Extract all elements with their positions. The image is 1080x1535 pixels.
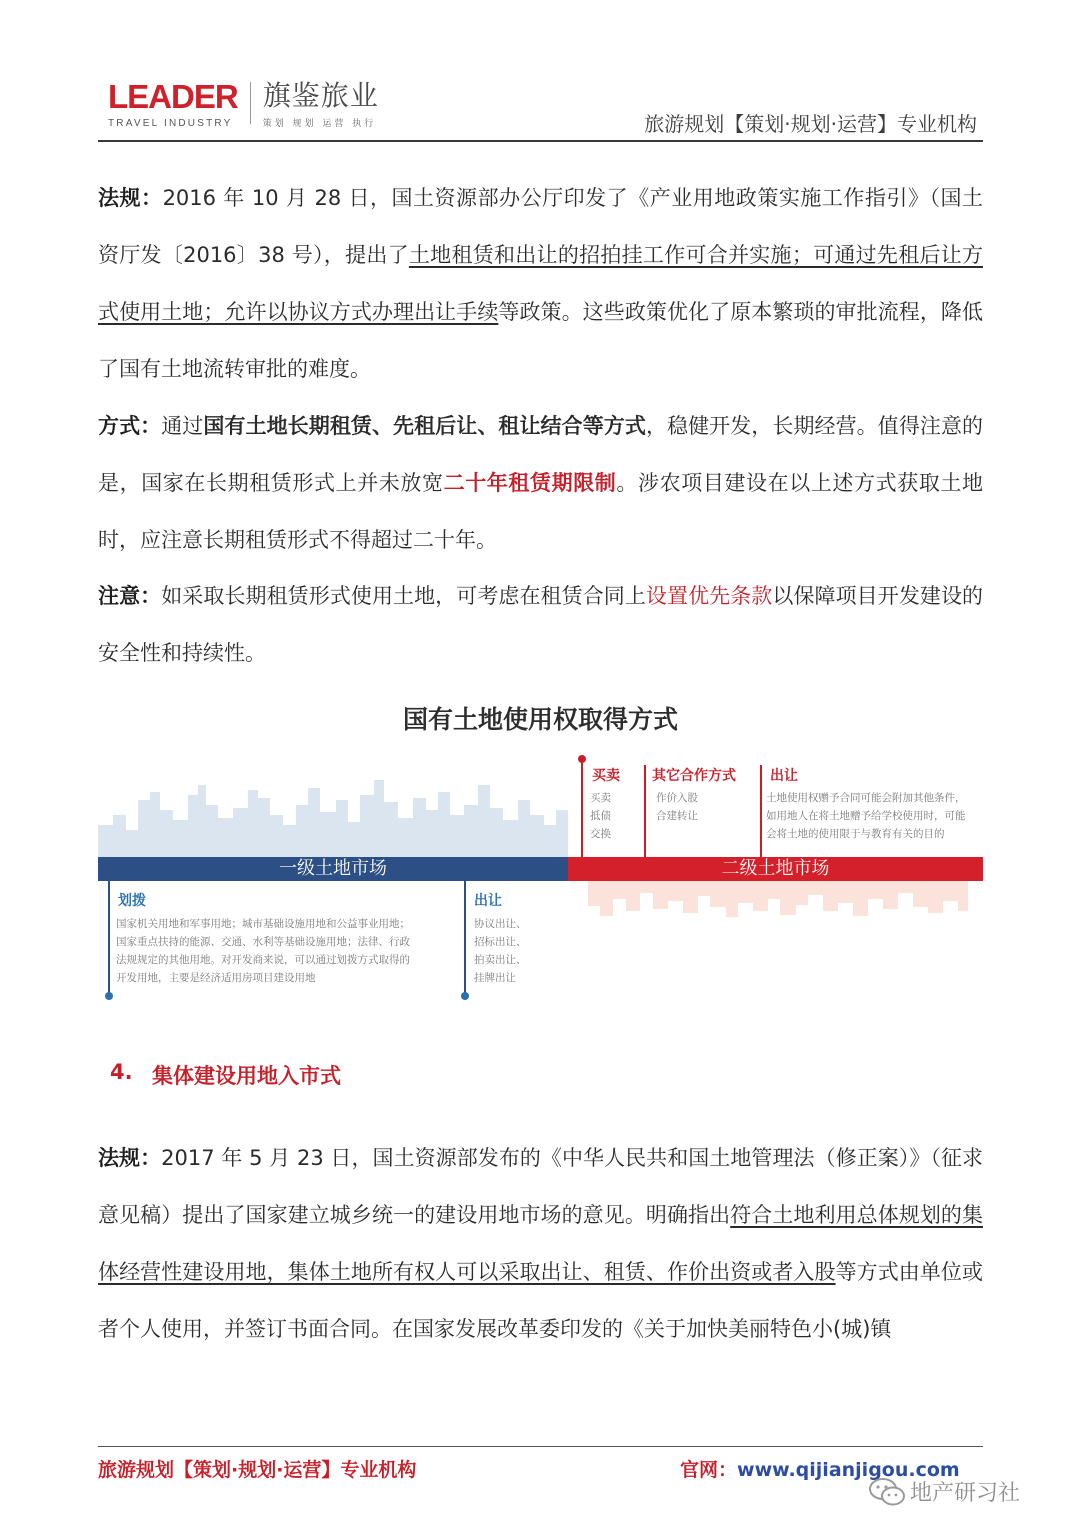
- other-coop-title: 其它合作方式: [652, 768, 736, 784]
- allocation-title: 划拨: [118, 893, 146, 909]
- marker-line: [760, 765, 762, 857]
- infographic-title: 国有土地使用权取得方式: [402, 705, 678, 734]
- logo-leader-text: LEADER: [108, 78, 238, 115]
- logo-chinese-sub: 策划 规划 运营 执行: [262, 119, 377, 129]
- paragraph-regulation-2017: 法规：2017 年 5 月 23 日，国土资源部发布的《中华人民共和国土地管理法（修正案）》（征求意见稿）提出了国家建立城乡统一的建设用地市场的意见。明确指出符合土地利用总体规划的集体经营性建设用地，集体土地所有权人可以采取出让、租赁、作价出资或者入股等方式由单位或者个人使用，并签订书面合同。在国家发展改革委印发的《关于加快美丽特色小(城)镇: [98, 1146, 984, 1341]
- land-rights-infographic: [98, 700, 983, 1010]
- footer-website-link[interactable]: www.qijianjigou.com: [737, 1459, 960, 1481]
- paragraph-regulation-2016: 法规：2016 年 10 月 28 日，国土资源部办公厅印发了《产业用地政策实施工作指引》（国土资厅发〔2016〕38 号），提出了土地租赁和出让的招拍挂工作可合并实施；可通过先租后让方式使用土地；允许以协议方式办理出让手续等政策。这些政策优化了原本繁琐的审批流程，降低了国有土地流转审批的难度。: [98, 186, 984, 381]
- secondary-transfer-text: 土地使用权赠予合同可能会附加其他条件， 如用地人在将土地赠予给学校使用时，可能 会将土地的使用限于与教育有关的目的: [766, 792, 966, 840]
- bold-text: 国有土地长期租赁、先租后让、租让结合等方式: [203, 414, 646, 438]
- footer-website-label: 官网：: [680, 1459, 738, 1481]
- paragraph-label: 法规：: [98, 1146, 162, 1170]
- marker-line: [108, 881, 110, 993]
- watermark-text: 地产研习社: [910, 1481, 1021, 1506]
- paragraph-label: 方式：: [98, 414, 162, 438]
- footer-divider: [98, 1446, 983, 1447]
- secondary-market-bar: 二级土地市场: [568, 857, 983, 881]
- wechat-watermark: [868, 1476, 1020, 1507]
- marker-dot: [105, 992, 113, 1000]
- marker-line: [464, 881, 466, 993]
- underlined-text: 土地租赁和出让的招拍挂工作可合并实施；可通过先租后让方式使用土地；允许以协议方式办理出让手续: [98, 243, 984, 324]
- highlight-text: 设置优先条款: [645, 584, 773, 608]
- primary-transfer-list: 协议出让、 招标出让、 拍卖出让、 挂牌出让: [474, 918, 527, 984]
- buy-sell-list: 买卖 抵债 交换: [590, 792, 611, 840]
- other-coop-list: 作价入股 合建转让: [656, 792, 698, 822]
- logo-travel-industry: TRAVEL INDUSTRY: [108, 118, 233, 129]
- wechat-icon: [868, 1477, 906, 1507]
- logo-divider: [250, 82, 251, 124]
- section-4-heading: [110, 1060, 341, 1090]
- company-logo: [108, 80, 379, 129]
- marker-line: [644, 765, 646, 857]
- paragraph-label: 注意：: [98, 584, 162, 608]
- marker-line: [581, 760, 583, 857]
- underlined-text: 符合土地利用总体规划的集体经营性建设用地，集体土地所有权人可以采取出让、租赁、作价出资或者入股: [98, 1203, 984, 1284]
- paragraph-notice: 注意：如采取长期租赁形式使用土地，可考虑在租赁合同上设置优先条款以保障项目开发建设的安全性和持续性。: [98, 584, 984, 665]
- logo-chinese-name: 旗鉴旅业: [262, 79, 379, 112]
- page-header: [98, 78, 983, 142]
- footer-tagline: 旅游规划【策划·规划·运营】专业机构: [98, 1459, 417, 1481]
- section-title: 集体建设用地入市式: [152, 1064, 341, 1088]
- city-skyline-right: [568, 881, 983, 921]
- allocation-text: 国家机关用地和军事用地；城市基础设施用地和公益事业用地； 国家重点扶持的能源、交通、水利等基础设施用地；法律、行政 法规规定的其他用地。对开发商来说，可以通过划拨方式取得的 开发用地，主要是经济适用房项目建设用地: [116, 918, 410, 984]
- paragraph-label: 法规：: [98, 186, 163, 210]
- section-number: 4.: [110, 1060, 133, 1084]
- primary-transfer-title: 出让: [474, 893, 502, 909]
- secondary-transfer-title: 出让: [770, 768, 798, 784]
- marker-dot: [461, 992, 469, 1000]
- primary-market-bar: 一级土地市场: [98, 857, 568, 881]
- buy-sell-title: 买卖: [592, 768, 620, 784]
- city-skyline-left: [98, 770, 568, 858]
- header-tagline: 旅游规划【策划·规划·运营】专业机构: [644, 112, 977, 136]
- paragraph-method: 方式：通过国有土地长期租赁、先租后让、租让结合等方式，稳健开发，长期经营。值得注意的是，国家在长期租赁形式上并未放宽二十年租赁期限制。涉农项目建设在以上述方式获取土地时，应注意长期租赁形式不得超过二十年。: [98, 414, 984, 552]
- highlight-text: 二十年租赁期限制: [443, 471, 617, 495]
